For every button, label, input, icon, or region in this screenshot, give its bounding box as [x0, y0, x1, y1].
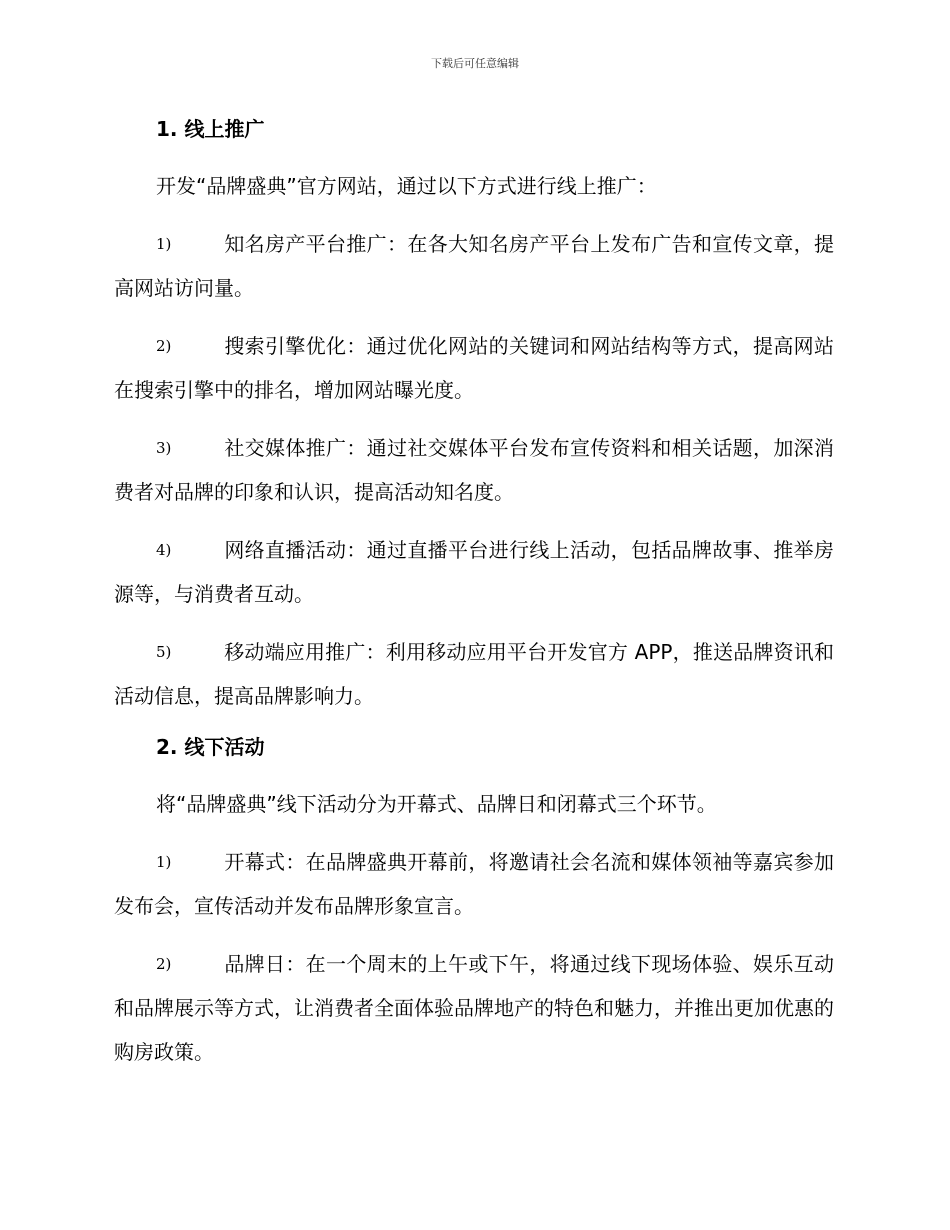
list-item [114, 222, 834, 310]
list-item-number: 2) [156, 955, 172, 973]
list-item-number: 1) [156, 235, 172, 253]
list-item [114, 528, 834, 616]
list-item [114, 630, 834, 718]
list-item [114, 324, 834, 412]
list-item-number: 1) [156, 853, 172, 871]
list-item [114, 840, 834, 928]
section-heading-offline: 2. 线下活动 [156, 735, 265, 759]
list-item-text: 移动端应用推广：利用移动应用平台开发官方 APP，推送品牌资讯和活动信息，提高品牌影响力。 [114, 640, 834, 708]
section-heading-online: 1. 线上推广 [156, 117, 265, 141]
list-item-text: 知名房产平台推广：在各大知名房产平台上发布广告和宣传文章，提高网站访问量。 [114, 232, 834, 300]
list-item-text: 开幕式：在品牌盛典开幕前，将邀请社会名流和媒体领袖等嘉宾参加发布会，宣传活动并发布品牌形象宣言。 [114, 850, 834, 918]
section-intro-online: 开发“品牌盛典”官方网站，通过以下方式进行线上推广： [156, 174, 657, 198]
list-item [114, 942, 834, 1074]
list-item-text: 搜索引擎优化：通过优化网站的关键词和网站结构等方式，提高网站在搜索引擎中的排名，增加网站曝光度。 [114, 334, 834, 402]
list-item [114, 426, 834, 514]
list-item-number: 4) [156, 541, 172, 559]
list-item-text: 网络直播活动：通过直播平台进行线上活动，包括品牌故事、推举房源等，与消费者互动。 [114, 538, 834, 606]
header-note: 下载后可任意编辑 [431, 57, 519, 70]
list-item-number: 3) [156, 439, 172, 457]
document-body [114, 110, 834, 1088]
list-item-number: 2) [156, 337, 172, 355]
list-item-text: 社交媒体推广：通过社交媒体平台发布宣传资料和相关话题，加深消费者对品牌的印象和认识，提高活动知名度。 [114, 436, 834, 504]
list-item-text: 品牌日：在一个周末的上午或下午，将通过线下现场体验、娱乐互动和品牌展示等方式，让消费者全面体验品牌地产的特色和魅力，并推出更加优惠的购房政策。 [114, 952, 834, 1064]
list-item-number: 5) [156, 643, 172, 661]
section-intro-offline: 将“品牌盛典”线下活动分为开幕式、品牌日和闭幕式三个环节。 [156, 792, 717, 816]
